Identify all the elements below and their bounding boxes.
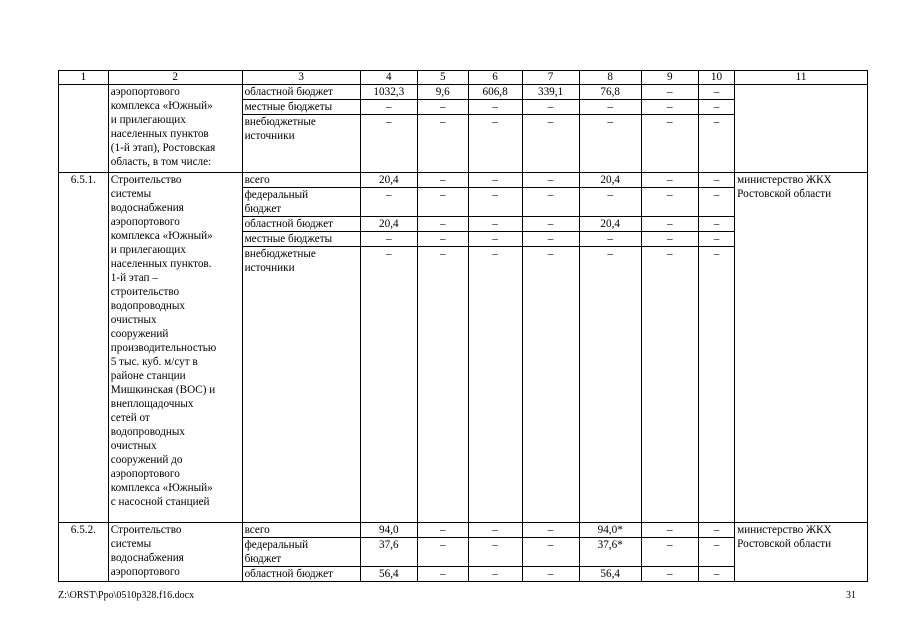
value-cell: 20,4 bbox=[360, 173, 417, 188]
value-cell: – bbox=[522, 100, 579, 115]
column-number-9: 9 bbox=[641, 71, 698, 85]
value-cell: – bbox=[468, 538, 522, 567]
value-cell: – bbox=[417, 247, 468, 523]
value-cell: – bbox=[698, 115, 734, 173]
value-cell: – bbox=[579, 115, 641, 173]
responsible-executor: министерство ЖКХ Ростовской области bbox=[735, 523, 868, 582]
column-number-row bbox=[59, 71, 868, 85]
funding-source: всего bbox=[242, 523, 360, 538]
column-number-5: 5 bbox=[417, 71, 468, 85]
table-row bbox=[59, 523, 868, 538]
value-cell: – bbox=[698, 85, 734, 100]
funding-source: местные бюджеты bbox=[242, 232, 360, 247]
value-cell: – bbox=[641, 100, 698, 115]
value-cell: – bbox=[579, 100, 641, 115]
value-cell: – bbox=[698, 100, 734, 115]
value-cell: – bbox=[468, 217, 522, 232]
value-cell: – bbox=[468, 100, 522, 115]
funding-source: областной бюджет bbox=[242, 85, 360, 100]
funding-source: внебюджетные источники bbox=[242, 247, 360, 523]
value-cell: – bbox=[468, 232, 522, 247]
value-cell: – bbox=[417, 217, 468, 232]
value-cell: – bbox=[522, 523, 579, 538]
value-cell: 56,4 bbox=[360, 567, 417, 582]
responsible-executor: министерство ЖКХ Ростовской области bbox=[735, 173, 868, 523]
value-cell: – bbox=[698, 247, 734, 523]
column-number-3: 3 bbox=[242, 71, 360, 85]
value-cell: – bbox=[522, 173, 579, 188]
value-cell: – bbox=[417, 100, 468, 115]
budget-table bbox=[58, 70, 868, 582]
value-cell: – bbox=[522, 115, 579, 173]
item-number: 6.5.2. bbox=[59, 523, 109, 582]
value-cell: 76,8 bbox=[579, 85, 641, 100]
funding-source: внебюджетные источники bbox=[242, 115, 360, 173]
column-number-10: 10 bbox=[698, 71, 734, 85]
funding-source: федеральный бюджет bbox=[242, 188, 360, 217]
value-cell: – bbox=[468, 567, 522, 582]
value-cell: – bbox=[579, 232, 641, 247]
value-cell: – bbox=[641, 247, 698, 523]
value-cell: – bbox=[417, 232, 468, 247]
value-cell: – bbox=[360, 100, 417, 115]
value-cell: – bbox=[360, 188, 417, 217]
funding-source: областной бюджет bbox=[242, 567, 360, 582]
column-number-11: 11 bbox=[735, 71, 868, 85]
item-name: Строительство системы водоснабжения аэропортового bbox=[108, 523, 242, 582]
value-cell: – bbox=[641, 115, 698, 173]
value-cell: – bbox=[468, 173, 522, 188]
value-cell: – bbox=[417, 115, 468, 173]
footer-page-number: 31 bbox=[846, 590, 856, 601]
item-name: аэропортового комплекса «Южный» и прилегающих населенных пунктов (1-й этап), Ростовская область, в том числе: bbox=[108, 85, 242, 173]
value-cell: – bbox=[360, 247, 417, 523]
item-number bbox=[59, 85, 109, 173]
value-cell: – bbox=[522, 188, 579, 217]
column-number-1: 1 bbox=[59, 71, 109, 85]
value-cell: – bbox=[417, 173, 468, 188]
value-cell: – bbox=[698, 173, 734, 188]
value-cell: – bbox=[641, 85, 698, 100]
value-cell: – bbox=[698, 567, 734, 582]
value-cell: – bbox=[468, 523, 522, 538]
value-cell: – bbox=[417, 567, 468, 582]
value-cell: – bbox=[468, 247, 522, 523]
value-cell: – bbox=[698, 188, 734, 217]
value-cell: – bbox=[698, 538, 734, 567]
footer-file-path: Z:\ORST\Ppo\0510p328.f16.docx bbox=[58, 590, 195, 601]
value-cell: – bbox=[417, 538, 468, 567]
value-cell: – bbox=[641, 538, 698, 567]
table-row bbox=[59, 85, 868, 100]
value-cell: 20,4 bbox=[579, 217, 641, 232]
value-cell: – bbox=[641, 217, 698, 232]
funding-source: федеральный бюджет bbox=[242, 538, 360, 567]
value-cell: – bbox=[522, 232, 579, 247]
value-cell: 56,4 bbox=[579, 567, 641, 582]
value-cell: 9,6 bbox=[417, 85, 468, 100]
value-cell: 1032,3 bbox=[360, 85, 417, 100]
value-cell: – bbox=[698, 217, 734, 232]
column-number-8: 8 bbox=[579, 71, 641, 85]
funding-source: всего bbox=[242, 173, 360, 188]
table-row bbox=[59, 173, 868, 188]
value-cell: 37,6 bbox=[360, 538, 417, 567]
value-cell: – bbox=[522, 217, 579, 232]
column-number-7: 7 bbox=[522, 71, 579, 85]
value-cell: – bbox=[468, 115, 522, 173]
column-number-6: 6 bbox=[468, 71, 522, 85]
value-cell: – bbox=[522, 538, 579, 567]
value-cell: – bbox=[468, 188, 522, 217]
funding-source: местные бюджеты bbox=[242, 100, 360, 115]
value-cell: – bbox=[417, 188, 468, 217]
column-number-2: 2 bbox=[108, 71, 242, 85]
value-cell: – bbox=[641, 523, 698, 538]
value-cell: – bbox=[641, 232, 698, 247]
responsible-executor bbox=[735, 85, 868, 173]
value-cell: – bbox=[579, 247, 641, 523]
value-cell: 20,4 bbox=[579, 173, 641, 188]
value-cell: – bbox=[360, 232, 417, 247]
item-name: Строительство системы водоснабжения аэропортового комплекса «Южный» и прилегающих населенных пунктов. 1-й этап – строительство водопроводных очистных сооружений производительностью 5 тыс. куб. м/сут в районе станции Мишкинская (ВОС) и внеплощадочных сетей от водопроводных очистных сооружений до аэропортового комплекса «Южный» с насосной станцией bbox=[108, 173, 242, 523]
value-cell: 339,1 bbox=[522, 85, 579, 100]
value-cell: 94,0 bbox=[360, 523, 417, 538]
value-cell: – bbox=[360, 115, 417, 173]
value-cell: – bbox=[641, 173, 698, 188]
value-cell: – bbox=[698, 232, 734, 247]
value-cell: 20,4 bbox=[360, 217, 417, 232]
value-cell: 606,8 bbox=[468, 85, 522, 100]
value-cell: – bbox=[522, 247, 579, 523]
funding-source: областной бюджет bbox=[242, 217, 360, 232]
value-cell: – bbox=[579, 188, 641, 217]
table-body bbox=[59, 71, 868, 582]
value-cell: – bbox=[641, 567, 698, 582]
value-cell: 37,6* bbox=[579, 538, 641, 567]
value-cell: – bbox=[641, 188, 698, 217]
value-cell: – bbox=[522, 567, 579, 582]
value-cell: – bbox=[417, 523, 468, 538]
value-cell: – bbox=[698, 523, 734, 538]
value-cell: 94,0* bbox=[579, 523, 641, 538]
column-number-4: 4 bbox=[360, 71, 417, 85]
item-number: 6.5.1. bbox=[59, 173, 109, 523]
